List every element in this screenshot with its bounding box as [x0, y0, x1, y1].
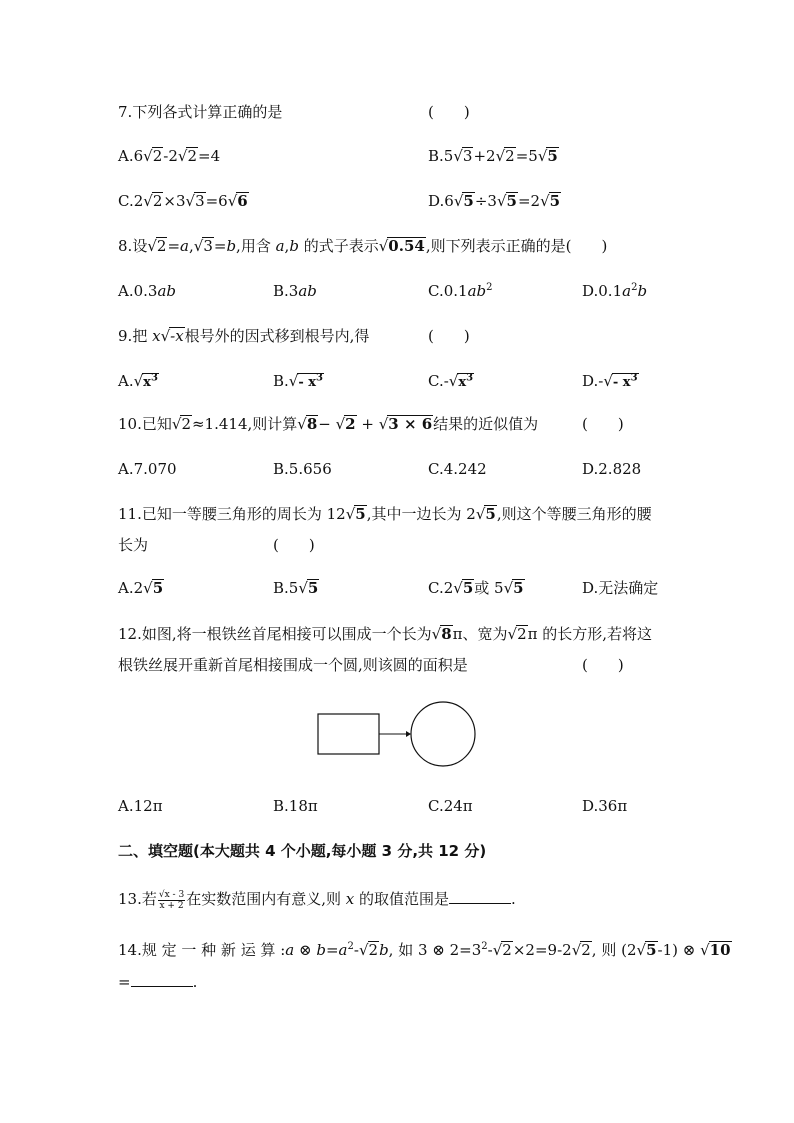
- q10-stem: 10.已知√2≈1.414,则计算√8− √2 + √3 × 6结果的近似值为: [118, 415, 539, 433]
- q10-option-a: A.7.070: [118, 460, 177, 478]
- q14-stem-line2: = .: [118, 973, 198, 991]
- q8-option-d: $D.0.1a^2b$: [582, 282, 648, 300]
- q9-option-d: D.-√- $x^3$: [582, 372, 638, 390]
- q7-option-b: B.5√3+2√2=5√5: [428, 147, 558, 165]
- arrow-head: [406, 731, 411, 737]
- q8-option-b: B.3ab: [273, 282, 317, 300]
- section-heading: 二、填空题(本大题共 4 个小题,每小题 3 分,共 12 分): [118, 842, 487, 860]
- q12-stem: 12.如图,将一根铁丝首尾相接可以围成一个长为√8π、宽为√2π 的长方形,若将这: [118, 625, 653, 643]
- q7-option-c: C.2√2×3√3=6√6: [118, 192, 248, 210]
- q8-option-c: $C.0.1ab^2$: [428, 282, 493, 300]
- q11-option-d: D.无法确定: [582, 579, 659, 597]
- q11-stem: 11.已知一等腰三角形的周长为 12√5,其中一边长为 2√5,则这个等腰三角形的腰: [118, 505, 652, 523]
- q7-stem: 7.下列各式计算正确的是: [118, 103, 283, 121]
- q11-option-c: C.2√5或 5√5: [428, 579, 524, 597]
- q8-stem: 8.设√2=a,√3=b,用含 a,b 的式子表示√0.54,则下列表示正确的是( ): [118, 237, 608, 255]
- q14-answer-blank[interactable]: [131, 972, 193, 987]
- q12-answer-paren: ( ): [582, 656, 624, 674]
- q7-option-d: D.6√5÷3√5=2√5: [428, 192, 561, 210]
- q8-option-a: A.0.3ab: [118, 282, 177, 300]
- rectangle-to-circle-figure: [316, 700, 480, 770]
- q7-option-a: A.6√2-2√2=4: [118, 147, 221, 165]
- q9-option-a: $A.√x^3$: [118, 372, 158, 390]
- circle-shape: [411, 702, 475, 766]
- q14-stem: 14.规 定 一 种 新 运 算 :a ⊗ $b=a^2-√2b$, 如 3 ⊗ $2=3^2-√2\times 2=9-2√2$, 则 (2√5-1) ⊗ √10: [118, 941, 731, 959]
- q12-option-a: A.12π: [118, 797, 163, 815]
- q10-option-c: C.4.242: [428, 460, 487, 478]
- rectangle-shape: [318, 714, 379, 754]
- q10-option-b: B.5.656: [273, 460, 332, 478]
- q11-stem-line2: 长为: [118, 536, 149, 554]
- q12-option-b: B.18π: [273, 797, 318, 815]
- q13-stem: 13.若 $\frac{√x - 3}{x + 2}$ 在实数范围内有意义,则 x 的取值范围是 .: [118, 889, 516, 911]
- q11-answer-paren: ( ): [273, 536, 315, 554]
- q9-option-c: $C.-√x^3$: [428, 372, 474, 390]
- q12-option-d: D.36π: [582, 797, 628, 815]
- q9-answer-paren: ( ): [428, 327, 470, 345]
- q10-option-d: D.2.828: [582, 460, 642, 478]
- q11-option-b: B.5√5: [273, 579, 319, 597]
- q13-answer-blank[interactable]: [449, 889, 511, 904]
- q9-option-b: B.√- $x^3$: [273, 372, 323, 390]
- q7-answer-paren: ( ): [428, 103, 470, 121]
- q12-stem-line2: 根铁丝展开重新首尾相接围成一个圆,则该圆的面积是: [118, 656, 468, 674]
- q9-stem: 9.把 x√-x根号外的因式移到根号内,得: [118, 327, 370, 345]
- q13-fraction: $\frac{√x - 3}{x + 2}$: [158, 889, 185, 911]
- q12-option-c: C.24π: [428, 797, 473, 815]
- q10-answer-paren: ( ): [582, 415, 624, 433]
- q11-option-a: A.2√5: [118, 579, 164, 597]
